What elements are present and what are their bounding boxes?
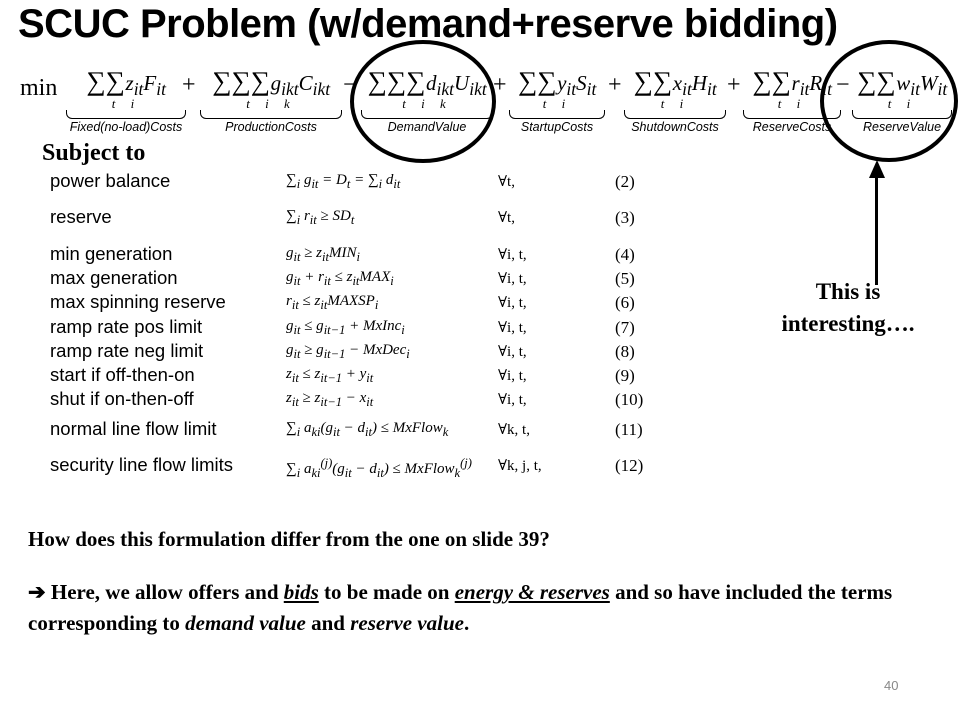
arrow-right-icon: ➔ bbox=[28, 580, 46, 604]
constraint-name: min generation bbox=[50, 243, 173, 264]
constraint-name: max generation bbox=[50, 267, 178, 288]
constraint-name: ramp rate pos limit bbox=[50, 316, 203, 337]
constraint-row bbox=[50, 418, 650, 442]
reserve-costs-expression: $\sum\sum r_{it}R_{it}$ bbox=[752, 66, 832, 100]
constraint-row bbox=[50, 206, 650, 230]
answer-part: and so have included the terms corresponding to bbox=[28, 580, 893, 635]
constraint-name: max spinning reserve bbox=[50, 291, 226, 312]
constraint-number: (5) bbox=[615, 269, 635, 288]
constraint-quantifier: ∀k, j, t, bbox=[498, 458, 542, 474]
reserve-value-highlight-circle bbox=[820, 40, 958, 162]
objective-term-production-costs bbox=[196, 60, 346, 145]
constraint-quantifier: ∀i, t, bbox=[498, 392, 527, 408]
energy-reserves-emphasis: energy & reserves bbox=[454, 580, 610, 604]
constraint-equation: $g_{it} + r_{it} \le z_{it}MAX_i$ bbox=[286, 269, 394, 288]
fixed-costs-expression: $\sum\sum z_{it}F_{it}$ bbox=[86, 66, 166, 100]
answer-part: to be made on bbox=[318, 580, 455, 604]
shutdown-costs-expression: $\sum\sum x_{it}H_{it}$ bbox=[633, 66, 717, 100]
demand-value-emphasis: demand value bbox=[185, 611, 306, 635]
constraint-equation: $g_{it} \le g_{it-1}$ + MxInc$_i$ bbox=[286, 318, 405, 337]
startup-costs-label: StartupCosts bbox=[520, 120, 594, 134]
constraint-quantifier: ∀k, t, bbox=[498, 422, 530, 438]
constraint-number: (4) bbox=[615, 245, 635, 264]
fixed-costs-indices: t i bbox=[111, 96, 141, 111]
underbrace bbox=[66, 110, 186, 119]
slide-title: SCUC Problem (w/demand+reserve bidding) bbox=[18, 2, 838, 46]
answer-part: and bbox=[305, 611, 351, 635]
minus-operator: − bbox=[836, 72, 850, 98]
underbrace bbox=[509, 110, 605, 119]
constraint-number: (8) bbox=[615, 342, 635, 361]
constraint-row bbox=[50, 170, 650, 194]
constraint-quantifier: ∀i, t, bbox=[498, 344, 527, 360]
reserve-value-indices: t i bbox=[887, 96, 917, 111]
production-costs-indices: t i k bbox=[246, 96, 296, 111]
subject-to-heading: Subject to bbox=[42, 140, 146, 166]
constraint-row bbox=[50, 291, 650, 315]
constraint-quantifier: ∀i, t, bbox=[498, 368, 527, 384]
constraint-row bbox=[50, 267, 650, 291]
constraint-equation: $g_{it} \ge z_{it}MIN_i$ bbox=[286, 245, 360, 264]
constraint-number: (3) bbox=[615, 208, 635, 227]
constraint-number: (12) bbox=[615, 456, 644, 475]
answer-part: . bbox=[463, 611, 470, 635]
minus-operator: − bbox=[343, 72, 357, 98]
plus-operator: + bbox=[493, 72, 507, 98]
objective-term-startup-costs bbox=[505, 60, 609, 145]
constraint-quantifier: ∀i, t, bbox=[498, 247, 527, 263]
constraint-row bbox=[50, 388, 650, 412]
demand-value-highlight-circle bbox=[350, 40, 496, 163]
arrow-shaft bbox=[875, 175, 878, 285]
demand-value-label: DemandValue bbox=[387, 120, 467, 134]
constraint-equation: $\sum_i$ $g_{it} = D_t = \sum_i$ $d_{it}$ bbox=[286, 172, 401, 191]
reserve-costs-indices: t i bbox=[777, 96, 807, 111]
constraint-row bbox=[50, 454, 650, 478]
reserve-costs-label: ReserveCosts bbox=[752, 120, 832, 134]
constraint-name: ramp rate neg limit bbox=[50, 340, 204, 361]
constraint-equation: $z_{it} \le z_{it-1} + y_{it}$ bbox=[286, 366, 374, 385]
objective-term-fixed-costs bbox=[62, 60, 190, 145]
constraint-number: (7) bbox=[615, 318, 635, 337]
plus-operator: + bbox=[182, 72, 196, 98]
production-costs-expression: $\sum\sum\sum g_{ikt}C_{ikt}$ bbox=[212, 66, 331, 100]
underbrace bbox=[200, 110, 342, 119]
constraint-name: power balance bbox=[50, 170, 171, 191]
constraint-number: (10) bbox=[615, 390, 644, 409]
constraint-name: shut if on-then-off bbox=[50, 388, 194, 409]
fixed-costs-label: Fixed(no-load)Costs bbox=[69, 120, 183, 134]
production-costs-label: ProductionCosts bbox=[225, 120, 317, 134]
plus-operator: + bbox=[608, 72, 622, 98]
constraint-row bbox=[50, 340, 650, 364]
objective-term-shutdown-costs bbox=[620, 60, 730, 145]
constraint-equation: $\sum_i$ $a_{ki}(g_{it} - d_{it})$ ≤ MxFlow$_k$ bbox=[286, 420, 449, 439]
annotation-text: This is interesting…. bbox=[781, 279, 915, 336]
startup-costs-indices: t i bbox=[542, 96, 572, 111]
constraint-quantifier: ∀t, bbox=[498, 210, 515, 226]
constraint-quantifier: ∀i, t, bbox=[498, 271, 527, 287]
constraint-name: security line flow limits bbox=[50, 454, 233, 475]
demand-value-expression: $\sum\sum\sum d_{ikt}U_{ikt}$ bbox=[367, 66, 487, 100]
reserve-value-emphasis: reserve value bbox=[350, 611, 464, 635]
constraint-row bbox=[50, 316, 650, 340]
constraint-equation: $g_{it} \ge g_{it-1}$ − MxDec$_i$ bbox=[286, 342, 410, 361]
constraint-quantifier: ∀i, t, bbox=[498, 320, 527, 336]
constraint-number: (6) bbox=[615, 293, 635, 312]
constraint-name: reserve bbox=[50, 206, 112, 227]
constraint-equation: $\sum_i$ $r_{it} \ge SD_t$ bbox=[286, 208, 355, 227]
underbrace bbox=[624, 110, 726, 119]
answer-text bbox=[28, 577, 948, 639]
shutdown-costs-label: ShutdownCosts bbox=[631, 120, 719, 134]
page-number: 40 bbox=[884, 678, 899, 693]
reserve-value-label: ReserveValue bbox=[862, 120, 942, 134]
constraint-row bbox=[50, 243, 650, 267]
constraint-quantifier: ∀t, bbox=[498, 174, 515, 190]
shutdown-costs-indices: t i bbox=[660, 96, 690, 111]
constraint-number: (9) bbox=[615, 366, 635, 385]
constraint-equation: $z_{it} \ge z_{it-1} - x_{it}$ bbox=[286, 390, 374, 409]
demand-value-indices: t i k bbox=[402, 96, 452, 111]
min-label: min bbox=[20, 75, 58, 101]
constraint-quantifier: ∀i, t, bbox=[498, 295, 527, 311]
reserve-value-expression: $\sum\sum w_{it}W_{it}$ bbox=[857, 66, 948, 100]
plus-operator: + bbox=[727, 72, 741, 98]
constraint-equation: $r_{it}$ ≤ $z_{it}MAXSP_i$ bbox=[286, 293, 379, 312]
constraint-number: (2) bbox=[615, 172, 635, 191]
constraint-name: start if off-then-on bbox=[50, 364, 195, 385]
constraint-row bbox=[50, 364, 650, 388]
constraint-equation: $\sum_i$ $a_{ki}^{(j)}(g_{it} - d_{it})$ ≤ MxFlow$_k^{(j)}$ bbox=[286, 456, 472, 480]
constraint-name: normal line flow limit bbox=[50, 418, 217, 439]
question-text: How does this formulation differ from the one on slide 39? bbox=[28, 527, 550, 551]
constraint-number: (11) bbox=[615, 420, 643, 439]
answer-part: Here, we allow offers and bbox=[45, 580, 284, 604]
startup-costs-expression: $\sum\sum y_{it}S_{it}$ bbox=[518, 66, 597, 100]
bids-emphasis: bids bbox=[283, 580, 319, 604]
